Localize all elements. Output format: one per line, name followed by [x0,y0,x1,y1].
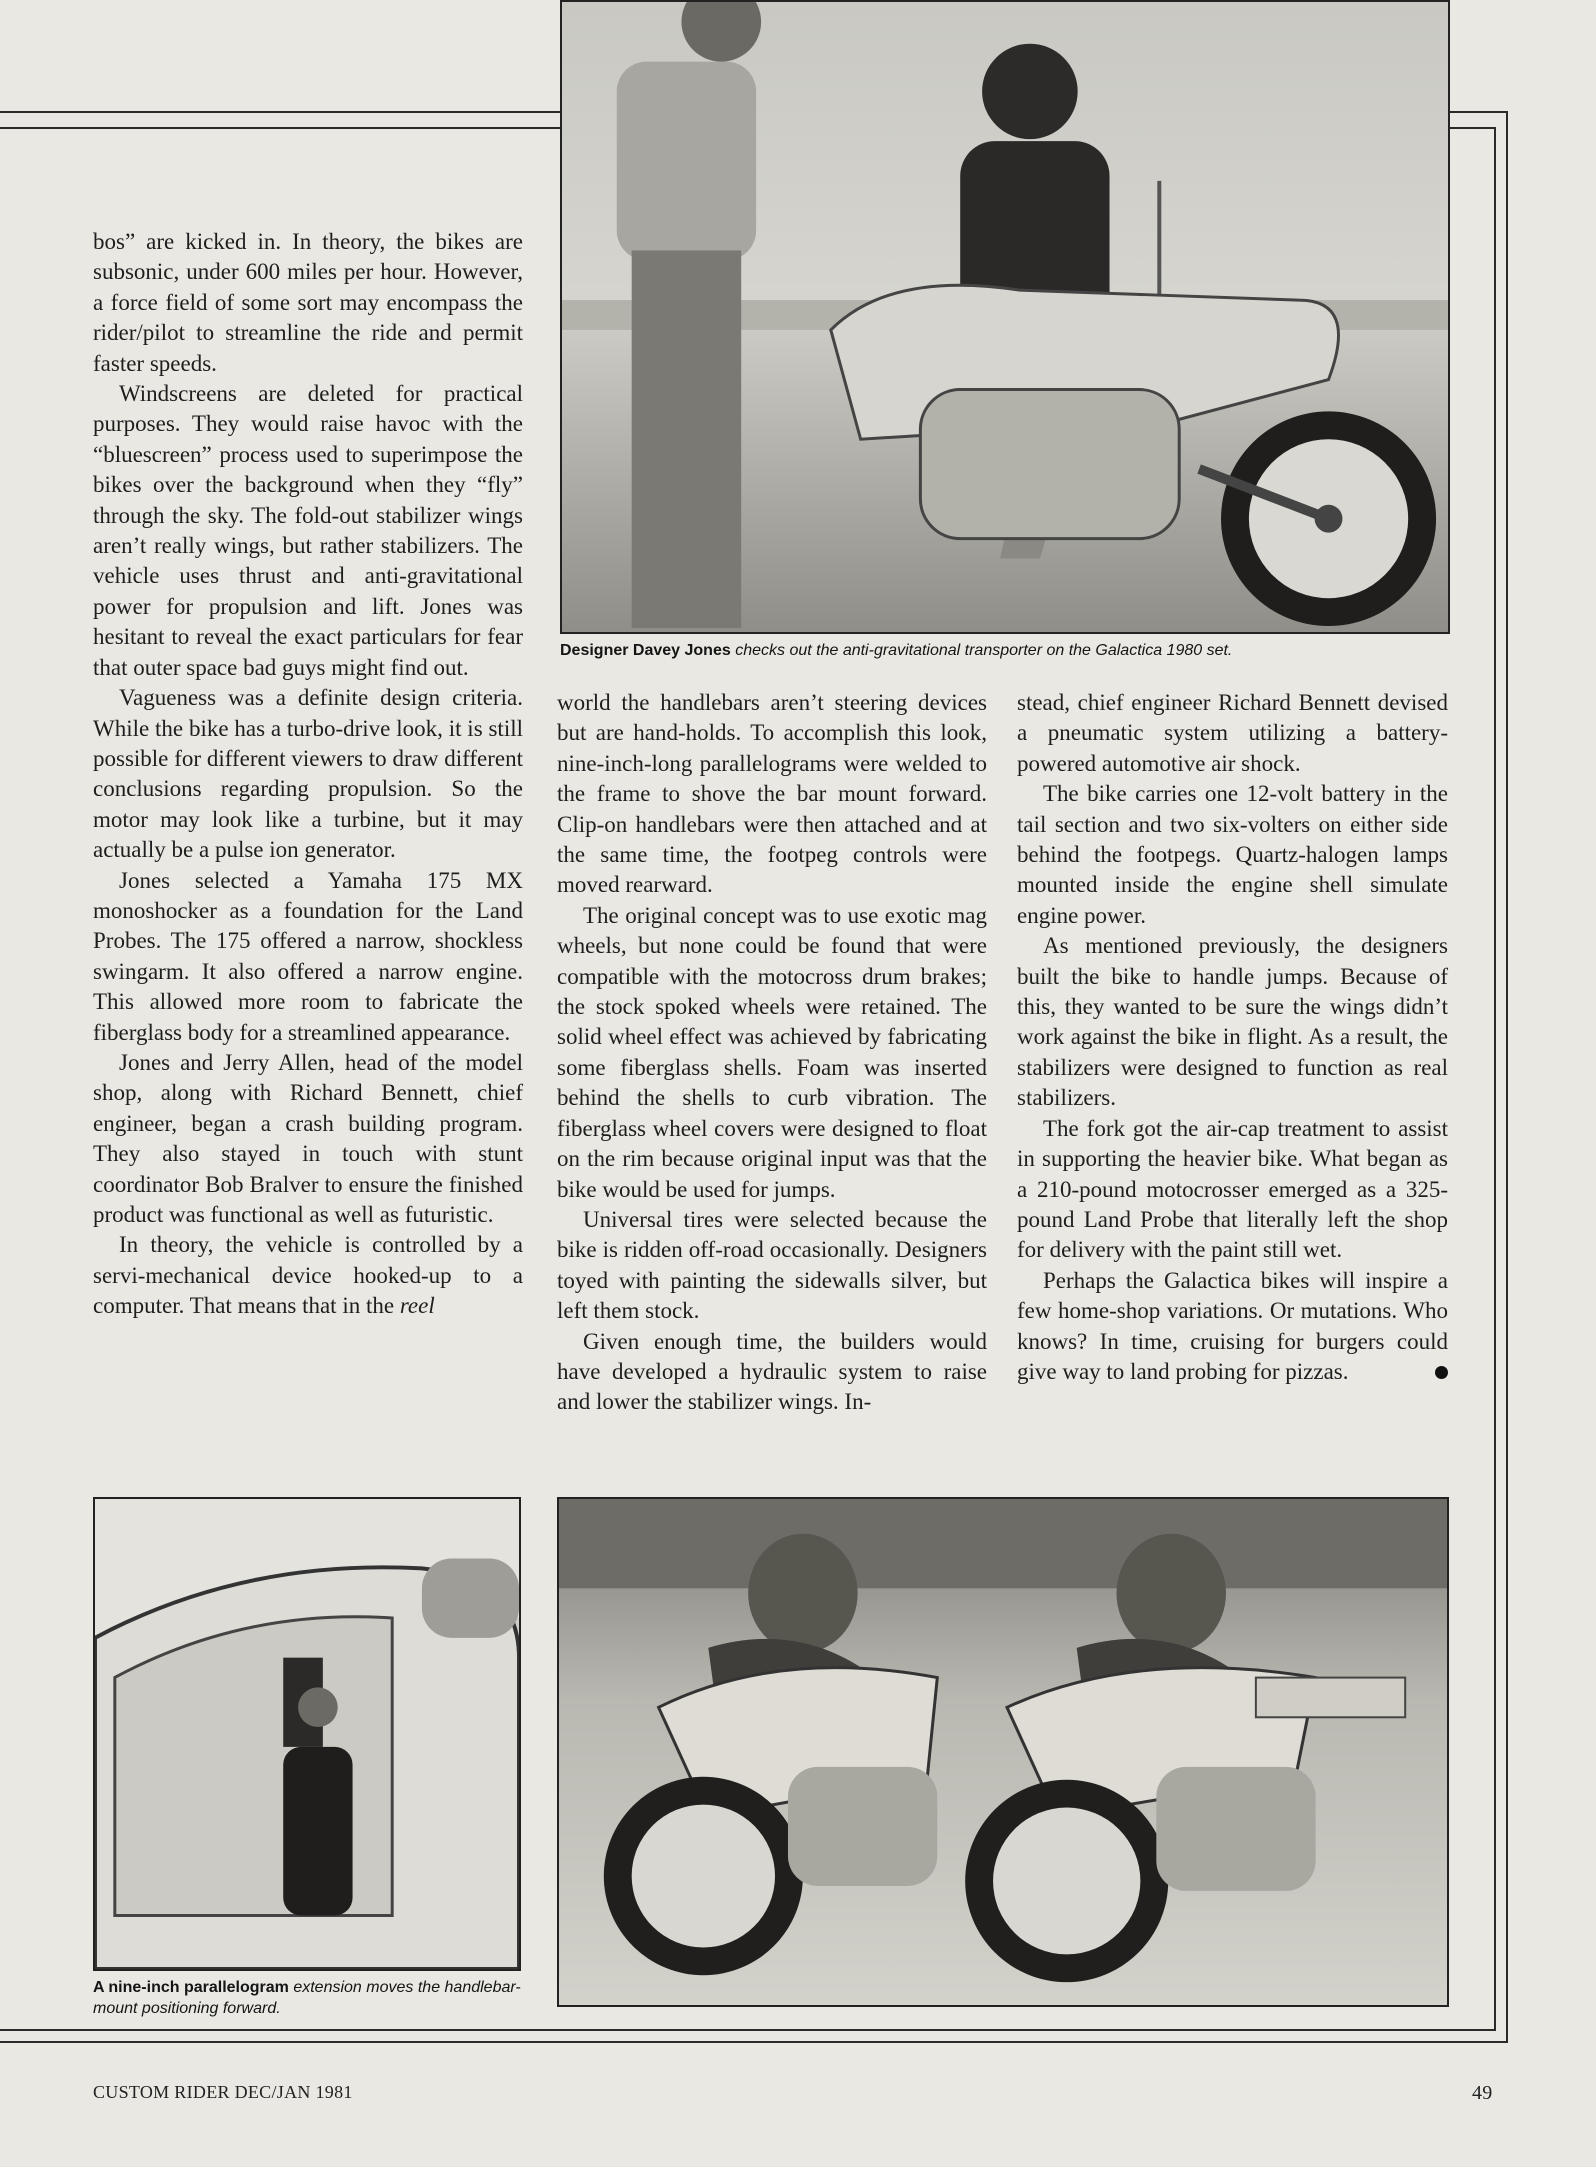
bottom-rule [0,2041,1508,2043]
bottom-rule-inner [0,2029,1496,2031]
paragraph: Windscreens are deleted for practical purposes. They would raise havoc with the “bluescreen” process used to superimpose the bikes over the background when they “fly” through the sky. The fold-out stabilizer wings aren’t really wings, but rather stabilizers. The vehicle uses thrust and anti-gravitational power for propulsion and lift. Jones was hesitant to reveal the exact particulars for fear that outer space bad guys might find out. [93,381,523,680]
paragraph: stead, chief engineer Richard Bennett devised a pneumatic system utilizing a battery-powered automotive air shock. [1017,690,1448,776]
paragraph-text: Perhaps the Galactica bikes will inspire a few home-shop variations. Or mutations. Who knows? In time, cruising for burgers could give way to land probing for pizzas. [1017,1267,1448,1384]
caption-top-bold: Designer Davey Jones [560,642,731,659]
caption-left-bold: A nine-inch parallelogram [93,1979,289,1996]
paragraph: Jones and Jerry Allen, head of the model shop, along with Richard Bennett, chief engineer, began a crash building program. They also stayed in touch with stunt coordinator Bob Bralver to ensure the finished product was functional as well as futuristic. [93,1049,523,1227]
footer-magazine: CUSTOM RIDER DEC/JAN 1981 [93,2082,353,2102]
photo-handlebar-closeup [93,1497,521,1971]
text-column-right [1017,688,1448,1387]
caption-top-photo [560,640,1460,661]
italic-word: reel [399,1293,435,1319]
paragraph: Given enough time, the builders would have developed a hydraulic system to raise and lower the stabilizer wings. In- [557,1328,987,1415]
paragraph: The original concept was to use exotic mag wheels, but none could be found that were compatible with the motocross drum brakes; the stock spoked wheels were retained. The solid wheel effect was achieved by fabricating some fiberglass shells. Foam was inserted behind the shells to curb vibration. The fiberglass wheel covers were designed to float on the rim because original input was that the bike would be used for jumps. [557,902,987,1202]
caption-top-text: checks out the anti-gravitational transporter on the Galactica 1980 set. [730,642,1233,659]
text-column-left [93,227,523,1322]
paragraph [1017,1266,1448,1388]
paragraph: Vagueness was a definite design criteria. While the bike has a turbo-drive look, it is still possible for different viewers to draw different conclusions regarding propulsion. So the motor may look like a turbine, but it may actually be a pulse ion generator. [93,685,523,863]
paragraph: world the handlebars aren’t steering devices but are hand-holds. To accomplish this look, nine-inch-long parallelograms were welded to the frame to shove the bar mount forward. Clip-on handlebars were then attached and at the same time, the footpeg controls were moved rearward. [557,690,987,898]
paragraph: bos” are kicked in. In theory, the bikes are subsonic, under 600 miles per hour. However, a force field of some sort may encompass the rider/pilot to streamline the ride and permit faster speeds. [93,229,523,376]
paragraph: Universal tires were selected because the bike is ridden off-road occasionally. Designers toyed with painting the sidewalls silver, but left them stock. [557,1206,987,1324]
footer-page-number: 49 [1472,2082,1493,2104]
paragraph-text: In theory, the vehicle is controlled by a servi-mechanical device hooked-up to a computer. That means that in the [93,1232,523,1319]
caption-bottom-left-photo [93,1977,533,2019]
end-mark-icon [1435,1366,1448,1379]
right-rule-inner [1494,127,1496,2031]
right-rule [1506,111,1508,2043]
paragraph: As mentioned previously, the designers built the bike to handle jumps. Because of this, they wanted to be sure the wings didn’t work against the bike in flight. As a result, the stabilizers were designed to function as real stabilizers. [1017,933,1448,1111]
text-column-middle [557,688,987,1418]
caption-left-text: extension moves the handlebar-mount positioning forward. [93,1979,521,2017]
paragraph: The bike carries one 12-volt battery in the tail section and two six-volters on either side behind the footpegs. Quartz-halogen lamps mounted inside the engine shell simulate engine power. [1017,781,1448,928]
paragraph [93,1230,523,1321]
photo-designer-with-bike [560,0,1450,634]
paragraph: Jones selected a Yamaha 175 MX monoshocker as a foundation for the Land Probes. The 175 offered a narrow, shockless swingarm. It also offered a narrow engine. This allowed more room to fabricate the fiberglass body for a streamlined appearance. [93,867,523,1045]
photo-riders-on-land-probes [557,1497,1449,2007]
paragraph: The fork got the air-cap treatment to assist in supporting the heavier bike. What began as a 210-pound motocrosser emerged as a 325-pound Land Probe that literally left the shop for delivery with the paint still wet. [1017,1115,1448,1263]
